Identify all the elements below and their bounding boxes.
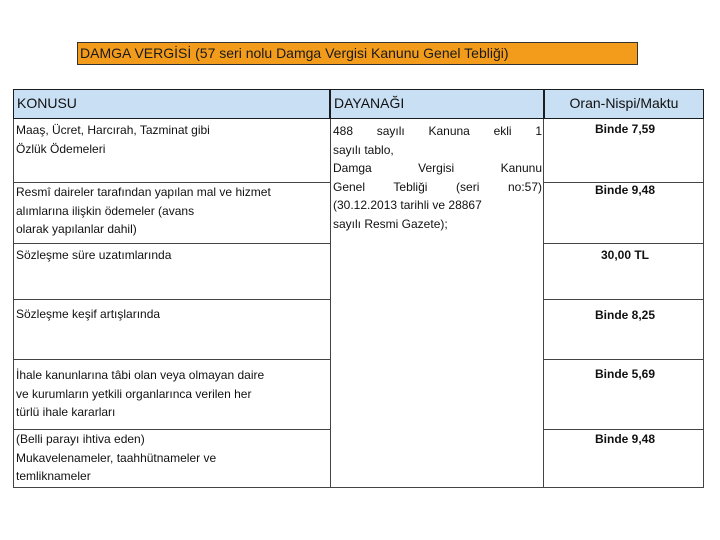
row-divider xyxy=(13,243,330,244)
page-title: DAMGA VERGİSİ (57 seri nolu Damga Vergisi Kanunu Genel Tebliği) xyxy=(77,42,638,65)
row-subject-line: Sözleşme süre uzatımlarında xyxy=(16,248,172,262)
row-subject xyxy=(16,305,160,324)
row-subject xyxy=(16,246,171,265)
row-divider xyxy=(13,359,330,360)
row-rate: Binde 9,48 xyxy=(594,432,656,446)
row-rate: Binde 8,25 xyxy=(594,308,656,322)
row-subject xyxy=(16,121,210,158)
legal-basis-line: Genel Tebliği (seri no:57) xyxy=(333,179,542,194)
column-header-subject: KONUSU xyxy=(13,89,330,119)
row-rate: 30,00 TL xyxy=(600,248,650,262)
legal-basis-line: 488 sayılı Kanuna ekli 1 xyxy=(333,124,542,138)
row-rate: Binde 7,59 xyxy=(594,122,656,136)
row-rate: Binde 9,48 xyxy=(594,183,656,197)
row-subject xyxy=(16,366,264,422)
row-subject-line: Maaş, Ücret, Harcırah, Tazminat gibi xyxy=(16,123,210,137)
row-rate: Binde 5,69 xyxy=(594,367,656,381)
row-divider xyxy=(543,299,704,300)
column-divider-1 xyxy=(330,119,331,488)
legal-basis-line: (30.12.2013 tarihli ve 28867 xyxy=(333,198,482,212)
legal-basis-line: sayılı tablo, xyxy=(333,142,394,157)
row-divider xyxy=(543,243,704,244)
row-subject-line: alımlarına ilişkin ödemeler (avans xyxy=(16,203,195,218)
column-divider-2 xyxy=(543,119,544,488)
table-border-left xyxy=(13,119,14,488)
row-subject-line: türlü ihale kararları xyxy=(16,405,116,419)
row-subject xyxy=(16,430,216,486)
row-subject xyxy=(16,183,271,239)
row-divider xyxy=(13,299,330,300)
row-divider xyxy=(543,359,704,360)
row-subject-line: (Belli parayı ihtiva eden) xyxy=(16,432,145,446)
legal-basis-line: sayılı Resmi Gazete); xyxy=(333,216,448,231)
row-subject-line: İhale kanunlarına tâbi olan veya olmayan daire xyxy=(16,368,265,382)
table-border-bottom xyxy=(13,487,704,488)
table-border-right xyxy=(703,119,704,488)
row-subject-line: olarak yapılanlar dahil) xyxy=(16,222,137,236)
row-subject-line: Sözleşme keşif artışlarında xyxy=(16,307,161,321)
row-subject-line: Resmî daireler tarafından yapılan mal ve hizmet xyxy=(16,185,271,199)
row-subject-line: Özlük Ödemeleri xyxy=(16,141,106,156)
column-header-rate: Oran-Nispi/Maktu xyxy=(544,89,704,119)
legal-basis xyxy=(333,122,542,233)
legal-basis-line: Damga Vergisi Kanunu xyxy=(333,161,542,175)
row-subject-line: temliknameler xyxy=(16,469,91,483)
column-header-basis: DAYANAĞI xyxy=(330,89,544,119)
row-subject-line: Mukavelenameler, taahhütnameler ve xyxy=(16,450,217,465)
row-subject-line: ve kurumların yetkili organlarınca verilen her xyxy=(16,386,252,401)
